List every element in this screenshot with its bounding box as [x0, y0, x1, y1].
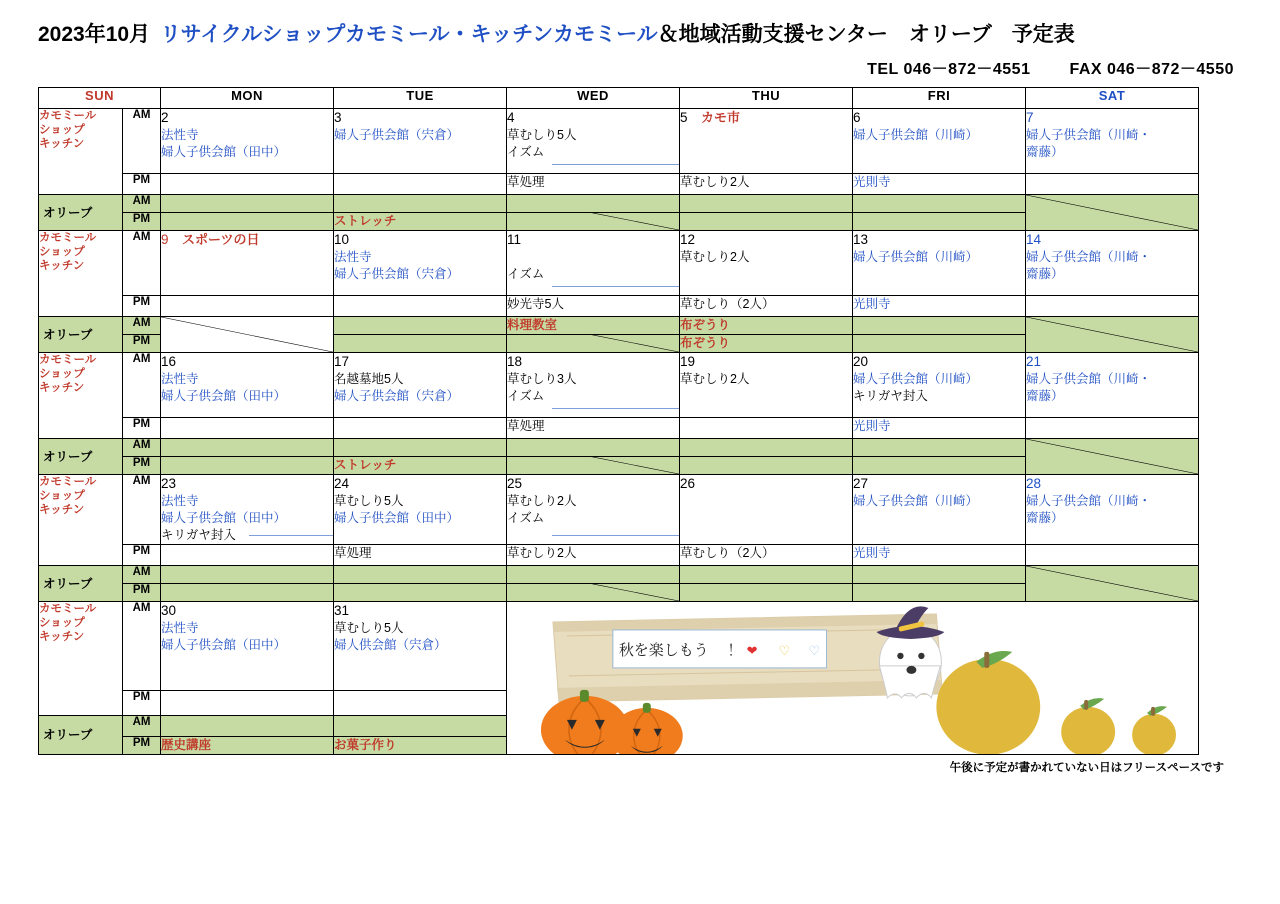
day-cell[interactable]: 30 法性寺 婦人子供会館（田中）	[161, 602, 334, 691]
olive-cell[interactable]: ストレッチ	[334, 457, 507, 475]
day-cell[interactable]	[161, 545, 334, 566]
column-header-sat: SAT	[1026, 88, 1199, 109]
table-row	[39, 457, 1199, 475]
day-cell[interactable]	[161, 691, 334, 716]
day-cell[interactable]: 28 婦人子供会館（川崎・ 齋藤）	[1026, 475, 1199, 545]
day-cell[interactable]: 草むしり（2人）	[680, 545, 853, 566]
row-label-kamomile: カモミール ショップ キッチン	[39, 475, 123, 566]
row-label-kamomile: カモミール ショップ キッチン	[39, 109, 123, 195]
table-row	[39, 109, 1199, 174]
olive-cell[interactable]	[161, 584, 334, 602]
olive-cell[interactable]	[161, 457, 334, 475]
olive-cell[interactable]: 歴史講座	[161, 736, 334, 754]
olive-cell[interactable]	[334, 195, 507, 213]
day-cell[interactable]: 7 婦人子供会館（川崎・ 齋藤）	[1026, 109, 1199, 174]
olive-cell[interactable]: ストレッチ	[334, 213, 507, 231]
day-cell[interactable]: 27 婦人子供会館（川崎）	[853, 475, 1026, 545]
olive-cell-unavailable	[161, 317, 334, 353]
span-arrow-line	[552, 286, 680, 287]
day-cell[interactable]: 16 法性寺 婦人子供会館（田中）	[161, 353, 334, 418]
olive-cell-unavailable	[507, 335, 680, 353]
olive-cell-unavailable	[507, 213, 680, 231]
olive-cell[interactable]	[853, 566, 1026, 584]
olive-cell[interactable]	[853, 317, 1026, 335]
pm-label: PM	[123, 335, 161, 353]
title-date: 2023年10月	[38, 23, 151, 46]
olive-cell[interactable]	[161, 213, 334, 231]
row-label-olive: オリーブ	[39, 317, 123, 353]
olive-cell[interactable]	[680, 457, 853, 475]
olive-cell[interactable]	[507, 566, 680, 584]
day-cell[interactable]: 2 法性寺 婦人子供会館（田中）	[161, 109, 334, 174]
olive-cell-unavailable	[1026, 195, 1199, 231]
day-cell[interactable]	[680, 418, 853, 439]
olive-cell[interactable]	[680, 584, 853, 602]
telephone-number: TEL 046－872－4551	[867, 61, 1031, 78]
olive-cell[interactable]	[853, 213, 1026, 231]
pm-label: PM	[123, 174, 161, 195]
title-org2: 地域活動支援センター オリーブ	[678, 23, 992, 46]
day-cell[interactable]: 草むしり2人	[680, 174, 853, 195]
olive-cell[interactable]: 布ぞうり	[680, 335, 853, 353]
day-cell[interactable]: 草処理	[334, 545, 507, 566]
olive-cell[interactable]	[853, 439, 1026, 457]
table-row	[39, 439, 1199, 457]
pm-label: PM	[123, 584, 161, 602]
day-cell[interactable]: 20 婦人子供会館（川崎） キリガヤ封入	[853, 353, 1026, 418]
olive-cell[interactable]	[334, 716, 507, 737]
day-cell[interactable]: 草処理	[507, 418, 680, 439]
olive-cell[interactable]	[334, 317, 507, 335]
row-label-olive: オリーブ	[39, 716, 123, 755]
day-cell[interactable]	[161, 296, 334, 317]
table-row	[39, 584, 1199, 602]
table-row	[39, 418, 1199, 439]
column-header-wed: WED	[507, 88, 680, 109]
day-cell[interactable]: 3 婦人子供会館（宍倉）	[334, 109, 507, 174]
olive-cell[interactable]	[680, 195, 853, 213]
olive-cell-unavailable	[1026, 566, 1199, 602]
day-cell[interactable]: 17 名越墓地5人 婦人子供会館（宍倉）	[334, 353, 507, 418]
day-cell[interactable]: 草処理	[507, 174, 680, 195]
day-cell[interactable]: 光則寺	[853, 296, 1026, 317]
pm-label: PM	[123, 736, 161, 754]
table-row	[39, 353, 1199, 418]
olive-cell[interactable]	[161, 566, 334, 584]
day-cell[interactable]: 草むしり2人	[507, 545, 680, 566]
olive-cell-unavailable	[1026, 317, 1199, 353]
olive-cell[interactable]	[334, 439, 507, 457]
column-header-mon: MON	[161, 88, 334, 109]
olive-cell[interactable]	[334, 335, 507, 353]
svg-text:❤: ❤	[746, 643, 758, 659]
fax-number: FAX 046－872－4550	[1069, 61, 1234, 78]
day-cell[interactable]: 21 婦人子供会館（川崎・ 齋藤）	[1026, 353, 1199, 418]
day-cell[interactable]: 光則寺	[853, 174, 1026, 195]
row-label-kamomile: カモミール ショップ キッチン	[39, 353, 123, 439]
olive-cell[interactable]	[680, 566, 853, 584]
day-cell[interactable]	[334, 296, 507, 317]
row-label-kamomile: カモミール ショップ キッチン	[39, 602, 123, 716]
table-row	[39, 566, 1199, 584]
table-row	[39, 174, 1199, 195]
day-cell[interactable]: 14 婦人子供会館（川崎・ 齋藤）	[1026, 231, 1199, 296]
am-label: AM	[123, 716, 161, 737]
page-title	[38, 18, 1242, 48]
row-label-olive: オリーブ	[39, 439, 123, 475]
table-row	[39, 195, 1199, 213]
span-arrow-line	[249, 535, 334, 536]
svg-text:♡: ♡	[808, 643, 821, 659]
title-doctype: 予定表	[1011, 23, 1075, 46]
day-cell[interactable]: 妙光寺5人	[507, 296, 680, 317]
day-cell[interactable]: 13 婦人子供会館（川崎）	[853, 231, 1026, 296]
day-cell[interactable]	[334, 174, 507, 195]
pm-label: PM	[123, 213, 161, 231]
day-cell[interactable]: 光則寺	[853, 418, 1026, 439]
olive-cell[interactable]	[853, 584, 1026, 602]
table-row	[39, 296, 1199, 317]
day-cell[interactable]: 31 草むしり5人 婦人供会館（宍倉）	[334, 602, 507, 691]
span-arrow-line	[552, 164, 680, 165]
day-cell[interactable]: 5 カモ市	[680, 109, 853, 174]
olive-cell[interactable]	[334, 584, 507, 602]
day-cell[interactable]	[334, 418, 507, 439]
span-arrow-line	[552, 535, 680, 536]
day-cell[interactable]: 19 草むしり2人	[680, 353, 853, 418]
am-label: AM	[123, 231, 161, 296]
day-cell[interactable]	[161, 174, 334, 195]
am-label: AM	[123, 475, 161, 545]
olive-cell[interactable]	[161, 439, 334, 457]
day-cell[interactable]	[334, 691, 507, 716]
day-cell[interactable]	[1026, 545, 1199, 566]
day-cell[interactable]	[1026, 174, 1199, 195]
olive-cell[interactable]: 布ぞうり	[680, 317, 853, 335]
pm-label: PM	[123, 691, 161, 716]
day-cell[interactable]: 11 イズム	[507, 231, 680, 296]
day-cell[interactable]	[1026, 296, 1199, 317]
table-row	[39, 231, 1199, 296]
am-label: AM	[123, 439, 161, 457]
olive-cell[interactable]	[853, 195, 1026, 213]
column-header-sun: SUN	[39, 88, 161, 109]
olive-cell[interactable]	[161, 195, 334, 213]
span-arrow-line	[552, 408, 680, 409]
day-cell[interactable]	[161, 418, 334, 439]
row-label-olive: オリーブ	[39, 566, 123, 602]
day-cell[interactable]: 12 草むしり2人	[680, 231, 853, 296]
column-header-fri: FRI	[853, 88, 1026, 109]
am-label: AM	[123, 353, 161, 418]
olive-cell-unavailable	[507, 584, 680, 602]
pm-label: PM	[123, 457, 161, 475]
pm-label: PM	[123, 418, 161, 439]
svg-text:♡: ♡	[778, 643, 791, 659]
day-cell[interactable]: 23 法性寺 婦人子供会館（田中） キリガヤ封入	[161, 475, 334, 545]
schedule-table	[38, 87, 1199, 755]
olive-cell[interactable]	[161, 716, 334, 737]
am-label: AM	[123, 566, 161, 584]
day-cell[interactable]: 24 草むしり5人 婦人子供会館（田中）	[334, 475, 507, 545]
olive-cell[interactable]: 料理教室	[507, 317, 680, 335]
day-cell[interactable]: 草むしり（2人）	[680, 296, 853, 317]
column-header-thu: THU	[680, 88, 853, 109]
column-header-tue: TUE	[334, 88, 507, 109]
table-row	[39, 213, 1199, 231]
olive-cell[interactable]	[680, 439, 853, 457]
table-row	[39, 545, 1199, 566]
olive-cell-unavailable	[507, 457, 680, 475]
olive-cell[interactable]	[507, 439, 680, 457]
table-row	[39, 475, 1199, 545]
pm-label: PM	[123, 545, 161, 566]
olive-cell[interactable]	[853, 335, 1026, 353]
title-amp: ＆	[657, 23, 679, 46]
olive-cell[interactable]	[334, 566, 507, 584]
table-row	[39, 602, 1199, 691]
day-cell[interactable]: 4 草むしり5人 イズム	[507, 109, 680, 174]
decorative-illustration	[507, 602, 1199, 755]
title-org1: リサイクルショップカモミール・キッチンカモミール	[160, 23, 658, 46]
day-cell[interactable]: 25 草むしり2人 イズム	[507, 475, 680, 545]
day-cell[interactable]	[1026, 418, 1199, 439]
am-label: AM	[123, 195, 161, 213]
row-label-kamomile: カモミール ショップ キッチン	[39, 231, 123, 317]
pm-label: PM	[123, 296, 161, 317]
table-header-row	[39, 88, 1199, 109]
footnote: 午後に予定が書かれていない日はフリースペースです	[949, 761, 1224, 774]
day-cell[interactable]: 9 スポーツの日	[161, 231, 334, 296]
day-cell[interactable]: 18 草むしり3人 イズム	[507, 353, 680, 418]
olive-cell[interactable]: お菓子作り	[334, 736, 507, 754]
olive-cell[interactable]	[680, 213, 853, 231]
day-cell[interactable]: 26	[680, 475, 853, 545]
svg-text:秋を楽しもう ！: 秋を楽しもう ！	[618, 641, 739, 659]
am-label: AM	[123, 602, 161, 691]
am-label: AM	[123, 109, 161, 174]
day-cell[interactable]: 6 婦人子供会館（川崎）	[853, 109, 1026, 174]
olive-cell[interactable]	[507, 195, 680, 213]
olive-cell-unavailable	[1026, 439, 1199, 475]
day-cell[interactable]: 10 法性寺 婦人子供会館（宍倉）	[334, 231, 507, 296]
contact-info	[38, 56, 1242, 79]
day-cell[interactable]: 光則寺	[853, 545, 1026, 566]
table-row	[39, 317, 1199, 335]
olive-cell[interactable]	[853, 457, 1026, 475]
row-label-olive: オリーブ	[39, 195, 123, 231]
am-label: AM	[123, 317, 161, 335]
